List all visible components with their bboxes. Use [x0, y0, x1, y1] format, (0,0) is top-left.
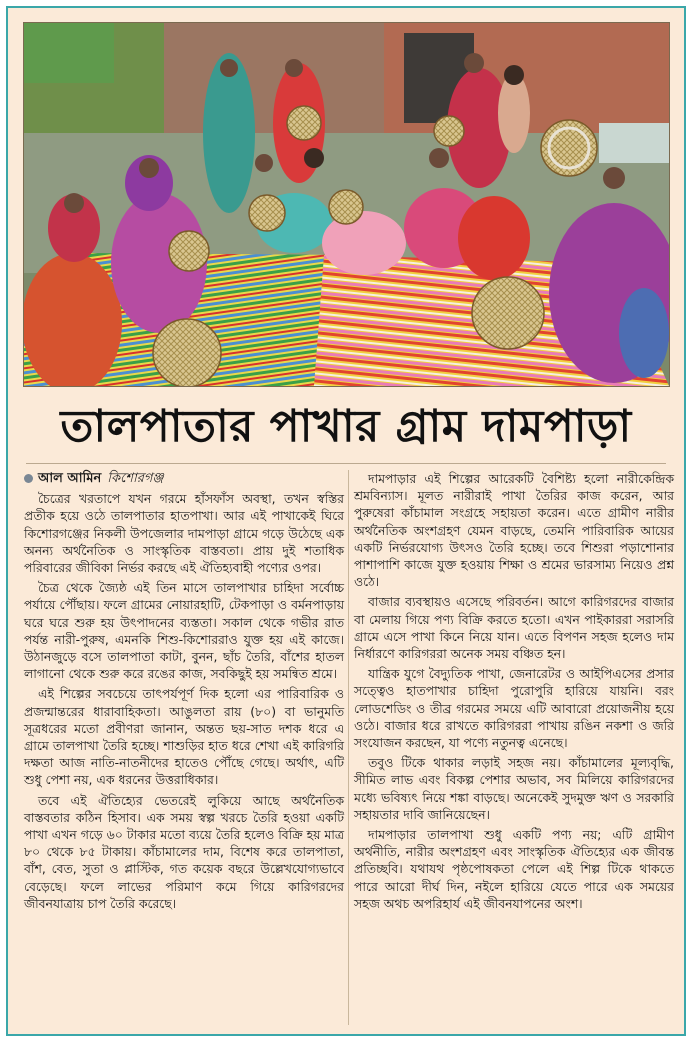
paragraph: তবুও টিকে থাকার লড়াই সহজ নয়। কাঁচামালের মূল্যবৃদ্ধি, সীমিত লাভ এবং বিকল্প পেশার অভাব, সব মিলিয়ে কারিগরদের মধ্যে ভবিষ্যৎ নিয়ে শঙ্কা বাড়ছে। অনেকেই সুদমুক্ত ঋণ ও সরকারি সহায়তার দাবি জানিয়েছেন। — [354, 755, 674, 822]
byline-author: আল আমিন — [38, 471, 102, 486]
paragraph: তবে এই ঐতিহ্যের ভেতরেই লুকিয়ে আছে অর্থনৈতিক বাস্তবতার কঠিন হিসাব। এক সময় স্বল্প খরচে তৈরি হওয়া একটি পাখা এখন গড়ে ৬০ টাকার মতো ব্যয়ে তৈরি হলেও বিক্রি হয় মাত্র ৮০ থেকে ৮৫ টাকায়। কাঁচামালের দাম, বিশেষ করে তালপাতা, বাঁশ, বেত, সুতা ও প্লাস্টিক, গত কয়েক বছরে উল্লেখযোগ্যভাবে বেড়েছে। ফলে লাভের পরিমাণ কমে গিয়ে কারিগরদের জীবনযাত্রায় চাপ তৈরি করেছে। — [24, 792, 344, 911]
right-column — [354, 470, 674, 912]
byline — [24, 470, 344, 487]
paragraph: এই শিল্পের সবচেয়ে তাৎপর্যপূর্ণ দিক হলো এর পারিবারিক ও প্রজন্মান্তরের ধারাবাহিকতা। আঙুলতা রায় (৮০) বা ভানুমতি সূত্রধরের মতো প্রবীণরা জানান, অন্তত ছয়-সাত দশক ধরে এ গ্রামে তালপাখা তৈরি হচ্ছে। শাশুড়ির হাত ধরে শেখা এই কারিগরি দক্ষতা আজ নাতি-নাতনীদের হাতেও পৌঁছে গেছে। অর্থাৎ, এটি শুধু পেশা নয়, এক ধরনের উত্তরাধিকার। — [24, 686, 344, 788]
paragraph: চৈত্রের খরতাপে যখন গরমে হাঁসফাঁস অবস্থা, তখন স্বস্তির প্রতীক হয়ে ওঠে তালপাতার হাতপাখা। আর এই পাখাকেই ঘিরে কিশোরগঞ্জের নিকলী উপজেলার দামপাড়া গ্রামে গড়ে উঠেছে এক অনন্য অর্থনৈতিক ও সাংস্কৃতিক বাস্তবতা। প্রায় দুই শতাধিক পরিবারের জীবিকা নির্ভর করছে এই ঐতিহ্যবাহী পণ্যের ওপর। — [24, 491, 344, 576]
paragraph: বাজার ব্যবস্থায়ও এসেছে পরিবর্তন। আগে কারিগরদের বাজার বা মেলায় গিয়ে পণ্য বিক্রি করতে হতো। এখন পাইকাররা সরাসরি গ্রামে এসে পাখা কিনে নিয়ে যান। এতে বিপণন সহজ হলেও দাম নির্ধারণে কারিগররা অনেক সময় বঞ্চিত হন। — [354, 594, 674, 662]
left-column — [24, 470, 344, 912]
headline: তালপাতার পাখার গ্রাম দামপাড়া — [60, 401, 632, 452]
bullet-icon — [24, 474, 33, 483]
paragraph: দামপাড়ার তালপাখা শুধু একটি পণ্য নয়; এটি গ্রামীণ অর্থনীতি, নারীর অংশগ্রহণ এবং সাংস্কৃতিক ঐতিহ্যের এক জীবন্ত প্রতিচ্ছবি। যথাযথ পৃষ্ঠপোষকতা পেলে এই শিল্প টিকে থাকতে পারে আরো দীর্ঘ দিন, নইলে হারিয়ে যেতে পারে এক সময়ের সহজ অথচ অপরিহার্য এই জীবনযাপনের অংশ। — [354, 827, 674, 911]
paragraph: চৈত্র থেকে জ্যৈষ্ঠ এই তিন মাসে তালপাখার চাহিদা সর্বোচ্চ পর্যায়ে পৌঁছায়। ফলে গ্রামের নোয়ারহাটি, টেকপাড়া ও বর্মনপাড়ায় ঘরে ঘরে শুরু হয় উৎপাদনের ব্যস্ততা। সকাল থেকে গভীর রাত পর্যন্ত নারী-পুরুষ, এমনকি শিশু-কিশোররাও যুক্ত হয় এই কাজে। উঠানজুড়ে বসে তালপাতা কাটা, বুনন, ছাঁচ তৈরি, বাঁশের হাতল লাগানো থেকে শুরু করে রঙের কাজ, সবকিছুই হয় সমন্বিত শ্রমে। — [24, 580, 344, 682]
paragraph: দামপাড়ার এই শিল্পের আরেকটি বৈশিষ্ট্য হলো নারীকেন্দ্রিক শ্রমবিন্যাস। মূলত নারীরাই পাখা তৈরির কাজ করেন, আর পুরুষেরা কাঁচামাল সংগ্রহে সহায়তা করেন। এতে গ্রামীণ নারীর অর্থনৈতিক অংশগ্রহণ যেমন বাড়ছে, তেমনি পারিবারিক আয়ের একটি নির্ভরযোগ্য উৎসও তৈরি হচ্ছে। তবে শিশুরা পড়াশোনার পাশাপাশি কাজে যুক্ত হওয়ায় শিক্ষা ও শ্রমের ভারসাম্য নিয়েও প্রশ্ন ওঠে। — [354, 471, 674, 590]
paragraph: যান্ত্রিক যুগে বৈদ্যুতিক পাখা, জেনারেটর ও আইপিএসের প্রসার সত্ত্বেও হাতপাখার চাহিদা পুরোপুরি হারিয়ে যায়নি। বরং লোডশেডিং ও তীব্র গরমের সময়ে এটি আবারো প্রয়োজনীয় হয়ে ওঠে। বাজার ধরে রাখতে কারিগররা পাখায় রঙিন নকশা ও জরি সংযোজন করছেন, যা পণ্যে নতুনত্ব এনেছে। — [354, 666, 674, 751]
newspaper-clipping — [6, 6, 686, 1036]
headline-rule — [26, 463, 666, 464]
byline-place: কিশোরগঞ্জ — [107, 471, 164, 486]
article-photo — [23, 22, 670, 387]
photo-women-weaving-palm-fans — [24, 23, 669, 386]
column-divider — [348, 470, 349, 1025]
